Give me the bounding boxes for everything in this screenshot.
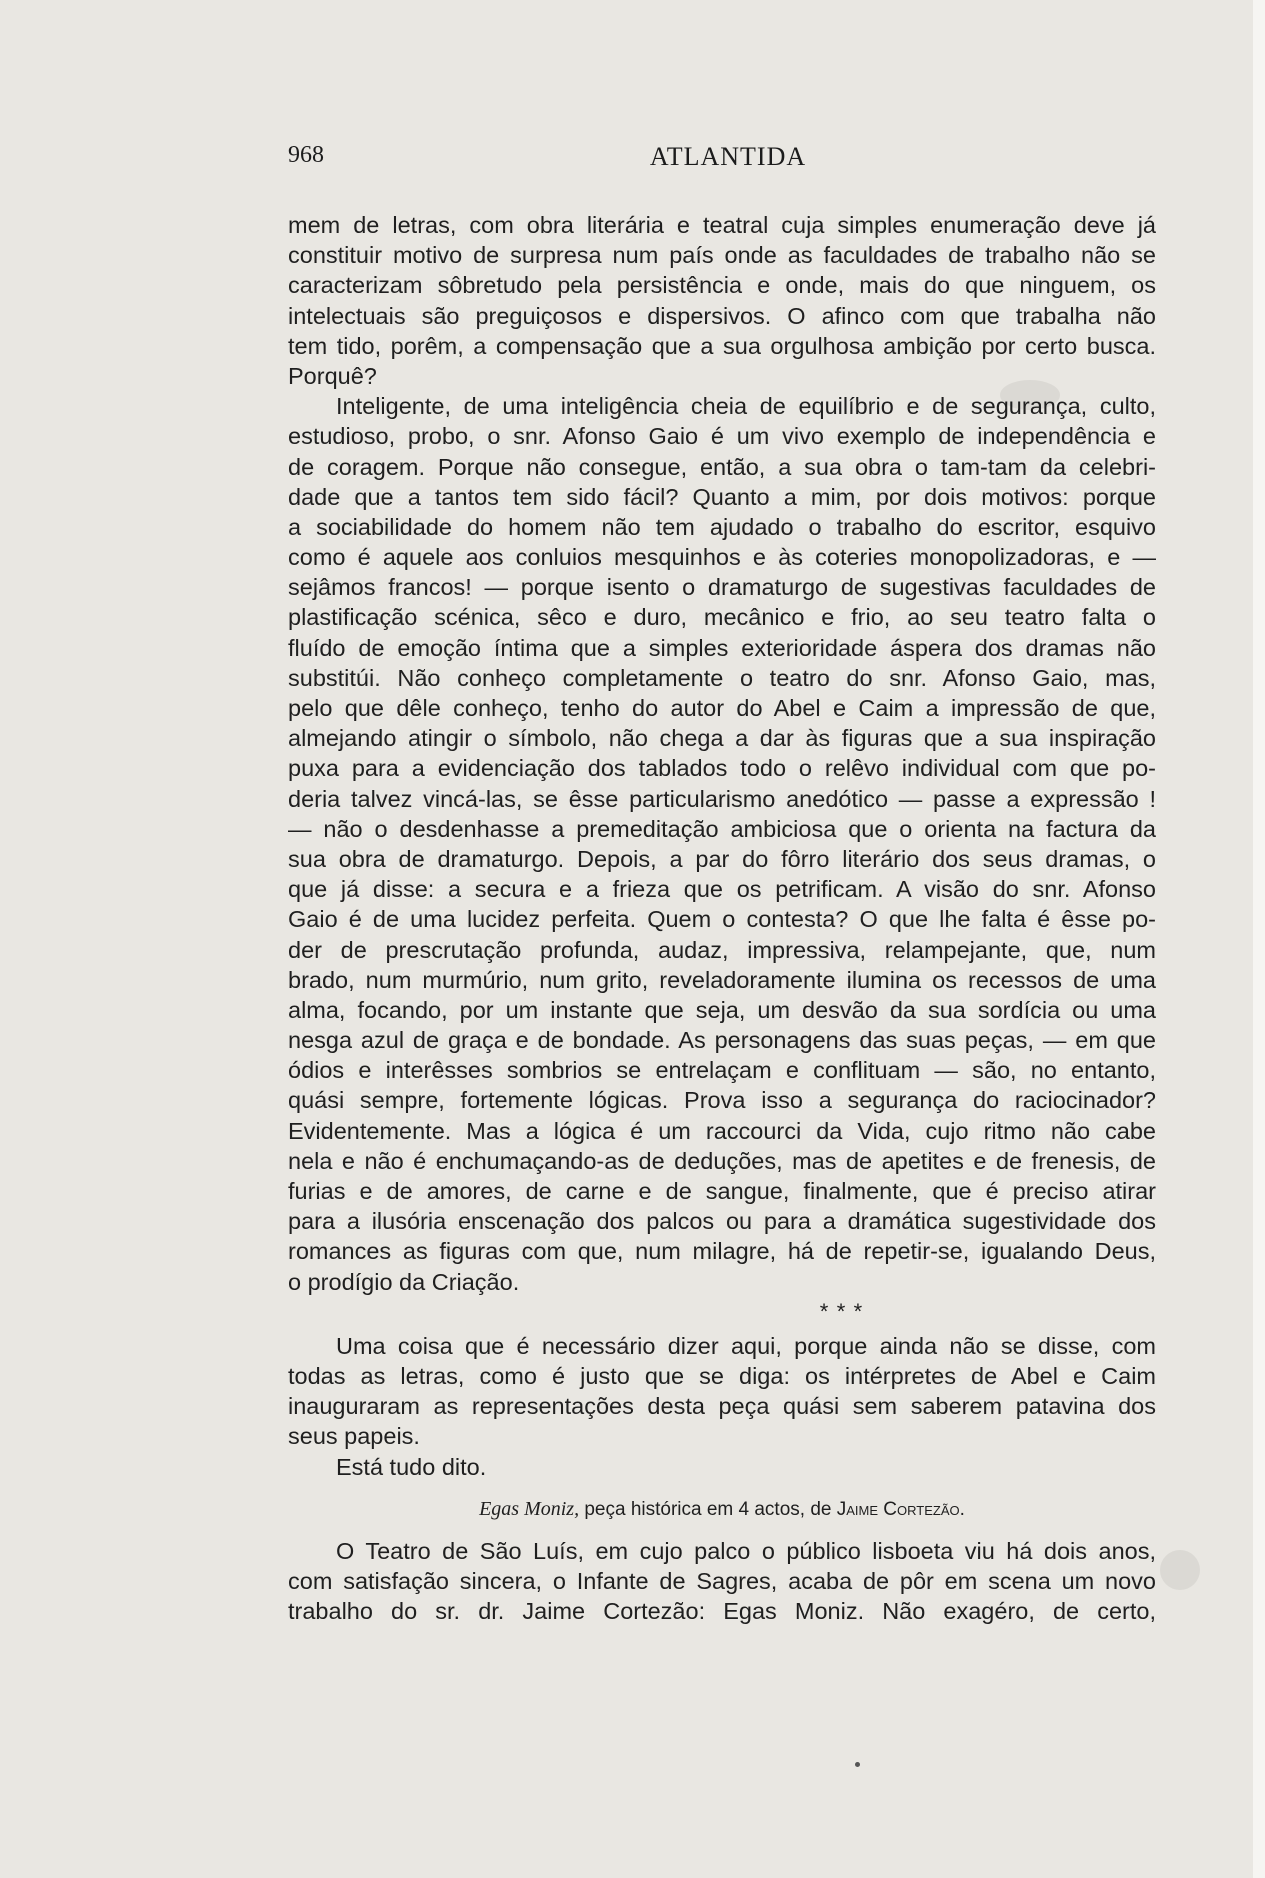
text-line: pelo que dêle conheço, tenho do autor do Abel e Caim a impressão de que,	[288, 695, 1156, 721]
play-title: Egas Moniz,	[479, 1497, 580, 1520]
text-line: tem tido, porêm, a compensação que a sua orgulhosa ambição por certo busca.	[288, 332, 1156, 359]
running-header	[288, 142, 1168, 176]
text-line: sejâmos francos! — porque isento o dramaturgo de sugestivas faculdades de	[288, 574, 1156, 601]
ink-spot	[855, 1762, 860, 1767]
paper-stain	[1160, 1550, 1200, 1590]
text-line: mem de letras, com obra literária e teatral cuja simples enumeração deve já	[288, 212, 1156, 238]
text-line: plastificação scénica, sêco e duro, mecânico e frio, ao seu teatro falta o	[288, 604, 1156, 631]
text-line: puxa para a evidenciação dos tablados todo o relêvo individual com que po-	[288, 755, 1156, 782]
text-line: trabalho do sr. dr. Jaime Cortezão: Egas Moniz. Não exagéro, de certo,	[288, 1598, 1156, 1625]
text-line: der de prescrutação profunda, audaz, impressiva, relampejante, que, num	[288, 936, 1156, 963]
text-line: que já disse: a secura e a frieza que os petrificam. A visão do snr. Afonso	[288, 876, 1156, 903]
text-line: inauguraram as representações desta peça quási sem saberem patavina dos	[288, 1393, 1156, 1420]
journal-title: ATLANTIDA	[649, 142, 807, 171]
text-line: alma, focando, por um instante que seja, um desvão da sua sordícia ou uma	[288, 996, 1156, 1023]
text-line: Uma coisa que é necessário dizer aqui, porque ainda não se disse, com	[336, 1332, 1156, 1359]
text-line: o prodígio da Criação.	[288, 1268, 520, 1295]
text-line: Gaio é de uma lucidez perfeita. Quem o contesta? O que lhe falta é êsse po-	[288, 906, 1156, 933]
text-line: brado, num murmúrio, num grito, reveladoramente ilumina os recessos de uma	[288, 966, 1156, 993]
text-line: Porquê?	[288, 362, 377, 389]
text-line: seus papeis.	[288, 1423, 420, 1450]
text-line: ódios e interêsses sombrios se entrelaçam e conflituam — são, no entanto,	[288, 1057, 1156, 1084]
page-number: 968	[288, 142, 324, 168]
text-line: todas as letras, como é justo que se diga: os intérpretes de Abel e Caim	[288, 1362, 1156, 1389]
body-text	[288, 210, 1156, 1626]
section-separator: * * *	[819, 1298, 865, 1324]
text-line: deria talvez vincá-las, se êsse particularismo anedótico — passe a expressão !	[288, 785, 1156, 812]
play-description: peça histórica em 4 actos, de	[579, 1498, 837, 1520]
text-line: de coragem. Porque não consegue, então, a sua obra o tam-tam da celebri-	[288, 453, 1156, 480]
text-line: furias e de amores, de carne e de sangue, finalmente, que é preciso atirar	[288, 1178, 1156, 1204]
text-line: almejando atingir o símbolo, não chega a dar às figuras que a sua inspiração	[288, 725, 1156, 752]
page-edge	[1253, 0, 1265, 1878]
text-line: sua obra de dramaturgo. Depois, a par do fôrro literário dos seus dramas, o	[288, 845, 1156, 872]
text-line: Evidentemente. Mas a lógica é um raccourci da Vida, cujo ritmo não cabe	[288, 1117, 1156, 1144]
text-line: a sociabilidade do homem não tem ajudado o trabalho do escritor, esquivo	[288, 513, 1156, 540]
text-line: quási sempre, fortemente lógicas. Prova isso a segurança do raciocinador?	[288, 1087, 1156, 1114]
text-line: romances as figuras com que, num milagre, há de repetir-se, igualando Deus,	[288, 1238, 1156, 1265]
text-line: fluído de emoção íntima que a simples exterioridade áspera dos dramas não	[288, 634, 1156, 661]
text-line: constituir motivo de surpresa num país onde as faculdades de trabalho não se	[288, 242, 1156, 269]
text-line: como é aquele aos conluios mesquinhos e às coteries monopolizadoras, e —	[288, 544, 1156, 571]
text-line: com satisfação sincera, o Infante de Sagres, acaba de pôr em scena um novo	[288, 1567, 1156, 1594]
text-line: Inteligente, de uma inteligência cheia de equilíbrio e de segurança, culto,	[336, 393, 1156, 420]
text-line: Está tudo dito.	[336, 1453, 487, 1480]
text-line: — não o desdenhasse a premeditação ambiciosa que o orienta na factura da	[288, 815, 1156, 842]
text-line: dade que a tantos tem sido fácil? Quanto a mim, por dois motivos: porque	[288, 483, 1156, 510]
section-heading	[288, 1494, 1156, 1524]
text-line: nesga azul de graça e de bondade. As personagens das suas peças, — em que	[288, 1027, 1156, 1054]
text-line: para a ilusória enscenação dos palcos ou para a dramática sugestividade dos	[288, 1208, 1156, 1235]
text-line: caracterizam sôbretudo pela persistência e onde, mais do que ninguem, os	[288, 272, 1156, 299]
text-line: O Teatro de São Luís, em cujo palco o público lisboeta viu há dois anos,	[336, 1537, 1156, 1564]
text-line: estudioso, probo, o snr. Afonso Gaio é um vivo exemplo de independência e	[288, 423, 1156, 450]
text-line: nela e não é enchumaçando-as de deduções, mas de apetites e de frenesis, de	[288, 1147, 1156, 1174]
text-line: intelectuais são preguiçosos e dispersivos. O afinco com que trabalha não	[288, 302, 1156, 329]
text-line: substitúi. Não conheço completamente o teatro do snr. Afonso Gaio, mas,	[288, 664, 1156, 691]
play-author: Jaime Cortezão.	[836, 1498, 965, 1520]
